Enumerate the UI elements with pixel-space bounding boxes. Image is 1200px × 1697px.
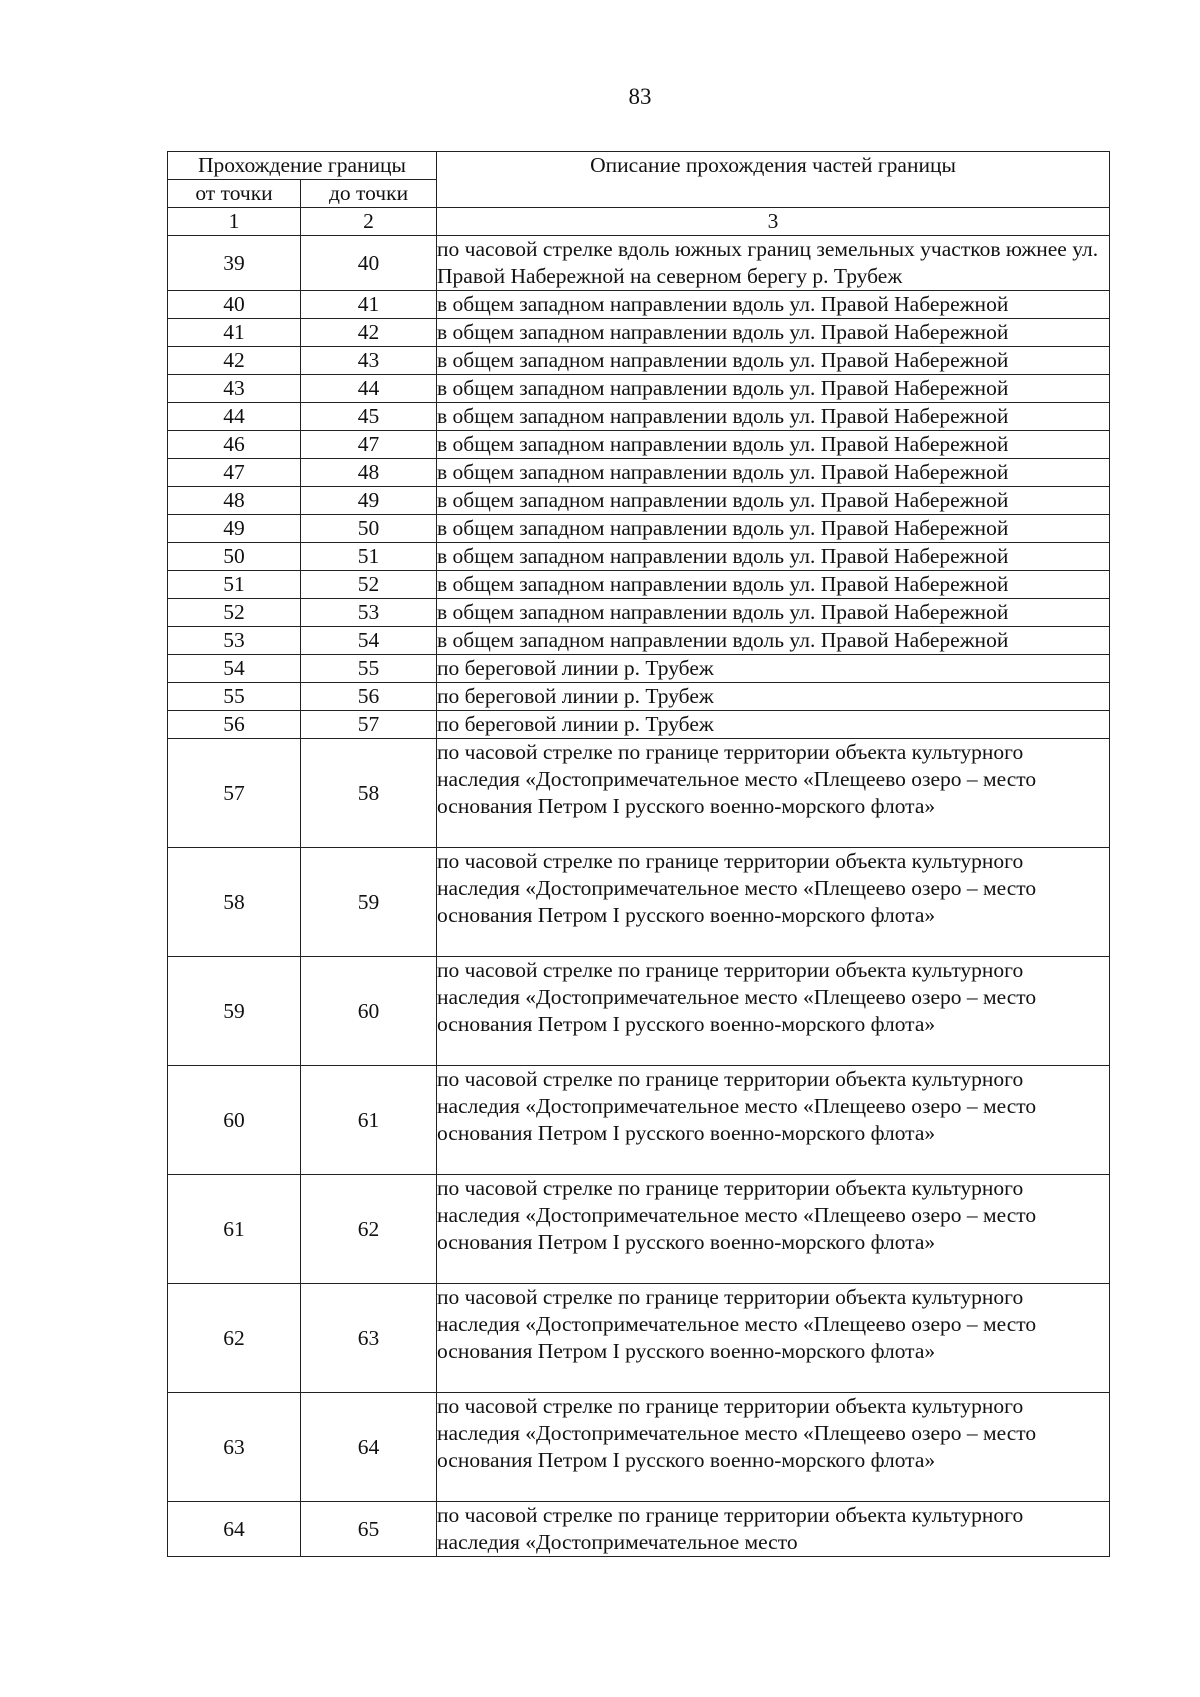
table-row bbox=[168, 599, 1110, 627]
header-column-number: 2 bbox=[301, 208, 437, 236]
to-point-cell: 65 bbox=[301, 1502, 437, 1557]
to-point-cell: 63 bbox=[301, 1284, 437, 1393]
header-column-number: 3 bbox=[437, 208, 1110, 236]
table-row bbox=[168, 1502, 1110, 1557]
to-point-cell: 45 bbox=[301, 403, 437, 431]
description-cell: в общем западном направлении вдоль ул. Правой Набережной bbox=[437, 291, 1110, 319]
to-point-cell: 42 bbox=[301, 319, 437, 347]
to-point-cell: 41 bbox=[301, 291, 437, 319]
from-point-cell: 53 bbox=[168, 627, 301, 655]
page-number: 83 bbox=[628, 84, 652, 109]
description-cell: в общем западном направлении вдоль ул. Правой Набережной bbox=[437, 431, 1110, 459]
table-row bbox=[168, 487, 1110, 515]
table-row bbox=[168, 403, 1110, 431]
to-point-cell: 60 bbox=[301, 957, 437, 1066]
table-row bbox=[168, 1393, 1110, 1502]
table-row bbox=[168, 683, 1110, 711]
from-point-cell: 41 bbox=[168, 319, 301, 347]
description-cell: по часовой стрелке по границе территории объекта культурного наследия «Достопримечательное место «Плещеево озеро – место основания Петром I русского военно-морского флота» bbox=[437, 1284, 1110, 1393]
table-row bbox=[168, 627, 1110, 655]
from-point-cell: 40 bbox=[168, 291, 301, 319]
to-point-cell: 44 bbox=[301, 375, 437, 403]
from-point-cell: 61 bbox=[168, 1175, 301, 1284]
description-cell: по береговой линии р. Трубеж bbox=[437, 655, 1110, 683]
table-row bbox=[168, 459, 1110, 487]
from-point-cell: 54 bbox=[168, 655, 301, 683]
from-point-cell: 63 bbox=[168, 1393, 301, 1502]
description-cell: в общем западном направлении вдоль ул. Правой Набережной bbox=[437, 347, 1110, 375]
to-point-cell: 47 bbox=[301, 431, 437, 459]
table-row bbox=[168, 515, 1110, 543]
description-cell: по береговой линии р. Трубеж bbox=[437, 683, 1110, 711]
from-point-cell: 60 bbox=[168, 1066, 301, 1175]
to-point-cell: 52 bbox=[301, 571, 437, 599]
to-point-cell: 58 bbox=[301, 739, 437, 848]
table-row bbox=[168, 291, 1110, 319]
to-point-cell: 62 bbox=[301, 1175, 437, 1284]
description-cell: по часовой стрелке по границе территории объекта культурного наследия «Достопримечательное место «Плещеево озеро – место основания Петром I русского военно-морского флота» bbox=[437, 739, 1110, 848]
from-point-cell: 58 bbox=[168, 848, 301, 957]
to-point-cell: 50 bbox=[301, 515, 437, 543]
from-point-cell: 43 bbox=[168, 375, 301, 403]
to-point-cell: 49 bbox=[301, 487, 437, 515]
from-point-cell: 50 bbox=[168, 543, 301, 571]
from-point-cell: 56 bbox=[168, 711, 301, 739]
description-cell: в общем западном направлении вдоль ул. Правой Набережной bbox=[437, 403, 1110, 431]
description-cell: по часовой стрелке по границе территории объекта культурного наследия «Достопримечательное место «Плещеево озеро – место основания Петром I русского военно-морского флота» bbox=[437, 1175, 1110, 1284]
header-boundary-passage: Прохождение границы bbox=[168, 152, 437, 180]
table-row bbox=[168, 739, 1110, 848]
from-point-cell: 47 bbox=[168, 459, 301, 487]
table-row bbox=[168, 543, 1110, 571]
from-point-cell: 48 bbox=[168, 487, 301, 515]
table-row bbox=[168, 1284, 1110, 1393]
description-cell: в общем западном направлении вдоль ул. Правой Набережной bbox=[437, 487, 1110, 515]
table-row bbox=[168, 375, 1110, 403]
from-point-cell: 39 bbox=[168, 236, 301, 291]
to-point-cell: 57 bbox=[301, 711, 437, 739]
to-point-cell: 61 bbox=[301, 1066, 437, 1175]
table-row bbox=[168, 236, 1110, 291]
description-cell: в общем западном направлении вдоль ул. Правой Набережной bbox=[437, 627, 1110, 655]
from-point-cell: 44 bbox=[168, 403, 301, 431]
header-column-number: 1 bbox=[168, 208, 301, 236]
from-point-cell: 51 bbox=[168, 571, 301, 599]
description-cell: по часовой стрелке по границе территории объекта культурного наследия «Достопримечательное место «Плещеево озеро – место основания Петром I русского военно-морского флота» bbox=[437, 1393, 1110, 1502]
from-point-cell: 55 bbox=[168, 683, 301, 711]
from-point-cell: 62 bbox=[168, 1284, 301, 1393]
description-cell: по часовой стрелке по границе территории объекта культурного наследия «Достопримечательное место bbox=[437, 1502, 1110, 1557]
description-cell: по часовой стрелке по границе территории объекта культурного наследия «Достопримечательное место «Плещеево озеро – место основания Петром I русского военно-морского флота» bbox=[437, 1066, 1110, 1175]
header-description: Описание прохождения частей границы bbox=[437, 152, 1110, 208]
description-cell: по береговой линии р. Трубеж bbox=[437, 711, 1110, 739]
from-point-cell: 46 bbox=[168, 431, 301, 459]
description-cell: в общем западном направлении вдоль ул. Правой Набережной bbox=[437, 571, 1110, 599]
table-row bbox=[168, 347, 1110, 375]
table-row bbox=[168, 319, 1110, 347]
from-point-cell: 52 bbox=[168, 599, 301, 627]
to-point-cell: 54 bbox=[301, 627, 437, 655]
from-point-cell: 57 bbox=[168, 739, 301, 848]
table-row bbox=[168, 711, 1110, 739]
from-point-cell: 49 bbox=[168, 515, 301, 543]
to-point-cell: 53 bbox=[301, 599, 437, 627]
table-row bbox=[168, 431, 1110, 459]
table-row bbox=[168, 848, 1110, 957]
description-cell: в общем западном направлении вдоль ул. Правой Набережной bbox=[437, 599, 1110, 627]
description-cell: в общем западном направлении вдоль ул. Правой Набережной bbox=[437, 319, 1110, 347]
to-point-cell: 40 bbox=[301, 236, 437, 291]
to-point-cell: 55 bbox=[301, 655, 437, 683]
from-point-cell: 64 bbox=[168, 1502, 301, 1557]
to-point-cell: 59 bbox=[301, 848, 437, 957]
table-row bbox=[168, 571, 1110, 599]
table-row bbox=[168, 1175, 1110, 1284]
table-row bbox=[168, 655, 1110, 683]
from-point-cell: 42 bbox=[168, 347, 301, 375]
description-cell: в общем западном направлении вдоль ул. Правой Набережной bbox=[437, 375, 1110, 403]
to-point-cell: 43 bbox=[301, 347, 437, 375]
description-cell: в общем западном направлении вдоль ул. Правой Набережной bbox=[437, 543, 1110, 571]
description-cell: в общем западном направлении вдоль ул. Правой Набережной bbox=[437, 515, 1110, 543]
description-cell: по часовой стрелке вдоль южных границ земельных участков южнее ул. Правой Набережной на северном берегу р. Трубеж bbox=[437, 236, 1110, 291]
to-point-cell: 48 bbox=[301, 459, 437, 487]
description-cell: по часовой стрелке по границе территории объекта культурного наследия «Достопримечательное место «Плещеево озеро – место основания Петром I русского военно-морского флота» bbox=[437, 848, 1110, 957]
boundary-table bbox=[167, 151, 1110, 1557]
to-point-cell: 64 bbox=[301, 1393, 437, 1502]
header-to-point: до точки bbox=[301, 180, 437, 208]
to-point-cell: 56 bbox=[301, 683, 437, 711]
header-from-point: от точки bbox=[168, 180, 301, 208]
from-point-cell: 59 bbox=[168, 957, 301, 1066]
description-cell: по часовой стрелке по границе территории объекта культурного наследия «Достопримечательное место «Плещеево озеро – место основания Петром I русского военно-морского флота» bbox=[437, 957, 1110, 1066]
to-point-cell: 51 bbox=[301, 543, 437, 571]
table-row bbox=[168, 957, 1110, 1066]
table-row bbox=[168, 1066, 1110, 1175]
description-cell: в общем западном направлении вдоль ул. Правой Набережной bbox=[437, 459, 1110, 487]
